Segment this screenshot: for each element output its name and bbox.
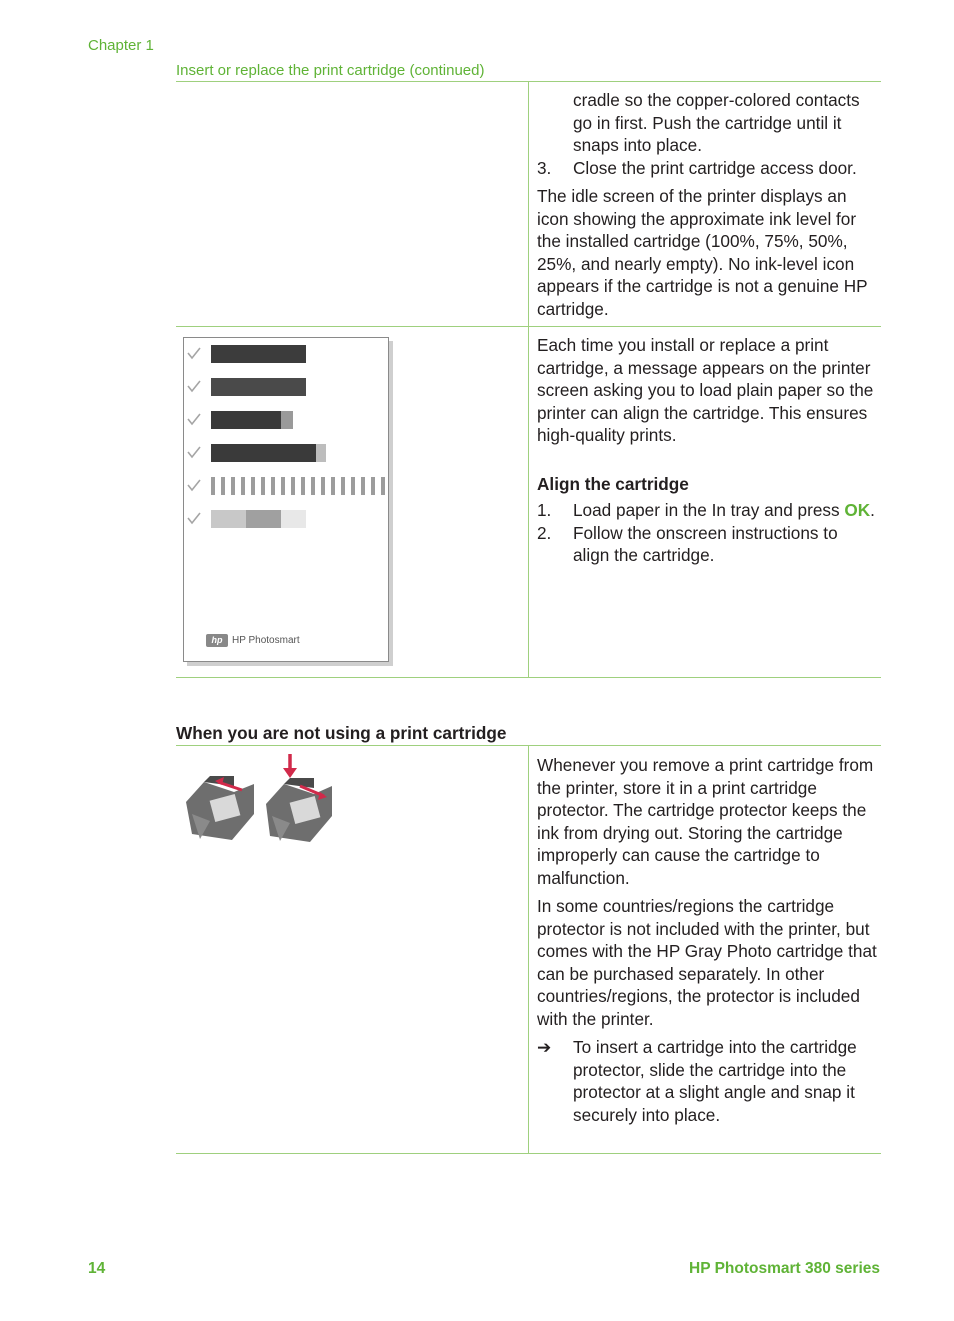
hp-brand-text: HP Photosmart <box>232 635 300 646</box>
table-column-divider <box>528 81 529 678</box>
arrow-right-icon: ➔ <box>537 1037 552 1057</box>
protector-text-cell <box>537 754 877 1126</box>
align-step-2-number: 2. <box>537 522 552 543</box>
alignment-bar <box>211 510 246 528</box>
row2-text-cell <box>537 334 877 567</box>
check-icon <box>188 480 200 490</box>
alignment-bar <box>211 411 281 429</box>
page-number: 14 <box>88 1260 106 1277</box>
check-icon <box>188 381 200 391</box>
row1-text-cell <box>537 89 877 320</box>
table2-column-divider <box>528 745 529 1154</box>
align-step-1-period: . <box>870 500 875 520</box>
ink-level-paragraph: The idle screen of the printer displays an icon showing the approximate ink level for the installed cartridge (100%, 75%, 50%, 25%, and nearly empty). No ink-level icon appears if the cartridge is not a genuine HP cartridge. <box>537 186 868 319</box>
alignment-bar <box>281 510 306 528</box>
alignment-bar <box>211 444 316 462</box>
table-row-divider <box>176 326 881 327</box>
align-step-1-number: 1. <box>537 500 552 520</box>
protector-paragraph-2: In some countries/regions the cartridge protector is not included with the printer, but comes with the HP Gray Photo cartridge that can be purchased separately. In other countries/regions, the protector is included with the printer. <box>537 896 877 1029</box>
table-rule-bottom <box>176 677 881 678</box>
check-icon <box>188 513 200 523</box>
alignment-bar <box>246 510 281 528</box>
table2-rule-bottom <box>176 1153 881 1154</box>
align-step-2-text: Follow the onscreen instructions to align the cartridge. <box>573 522 838 565</box>
check-icon <box>188 348 200 358</box>
align-step-1-label: Load paper in the In tray and press <box>573 500 840 520</box>
cartridge-in-protector-left <box>186 776 254 840</box>
align-step-2 <box>537 522 877 567</box>
table-caption: Insert or replace the print cartridge (continued) <box>176 62 485 79</box>
hp-logo: hp <box>206 634 228 647</box>
step-3-number: 3. <box>537 157 552 178</box>
alignment-bars <box>184 338 388 661</box>
check-icon <box>188 414 200 424</box>
tip-text: To insert a cartridge into the cartridge protector, slide the cartridge into the protector at a slight angle and snap it securely into place. <box>573 1037 857 1125</box>
ok-button-label: OK <box>844 500 871 520</box>
align-step-1 <box>537 499 877 522</box>
check-icon <box>188 447 200 457</box>
check-icons <box>188 348 200 523</box>
chapter-label: Chapter 1 <box>88 37 154 54</box>
protector-paragraph-1: Whenever you remove a print cartridge from the printer, store it in a print cartridge protector. The cartridge protector keeps the ink from drying out. Storing the cartridge improperly can cause the cartridge to malfunction. <box>537 755 874 888</box>
step-3-text: Close the print cartridge access door. <box>573 157 857 178</box>
alignment-bar <box>211 345 306 363</box>
step-continued <box>537 89 877 157</box>
press-arrow-down <box>283 754 297 778</box>
tip-item <box>537 1036 877 1126</box>
alignment-bar <box>211 378 306 396</box>
cartridge-in-protector-right <box>266 778 332 842</box>
step-3 <box>537 157 877 180</box>
alignment-page-image <box>183 337 389 662</box>
align-cartridge-heading: Align the cartridge <box>537 473 689 494</box>
alignment-intro-paragraph: Each time you install or replace a print cartridge, a message appears on the printer screen asking you to load plain paper so the printer can align the cartridge. This ensures high-quality prints. <box>537 335 874 445</box>
step-continued-text: cradle so the copper-colored contacts go in first. Push the cartridge until it snaps into place. <box>573 90 860 155</box>
align-step-1-text <box>573 499 877 522</box>
footer-product-name: HP Photosmart 380 series <box>689 1260 880 1277</box>
section-heading: When you are not using a print cartridge <box>176 723 507 743</box>
alignment-bar-striped <box>211 477 385 495</box>
alignment-bar <box>281 411 293 429</box>
cartridge-protector-image <box>182 752 334 842</box>
alignment-bar <box>316 444 326 462</box>
